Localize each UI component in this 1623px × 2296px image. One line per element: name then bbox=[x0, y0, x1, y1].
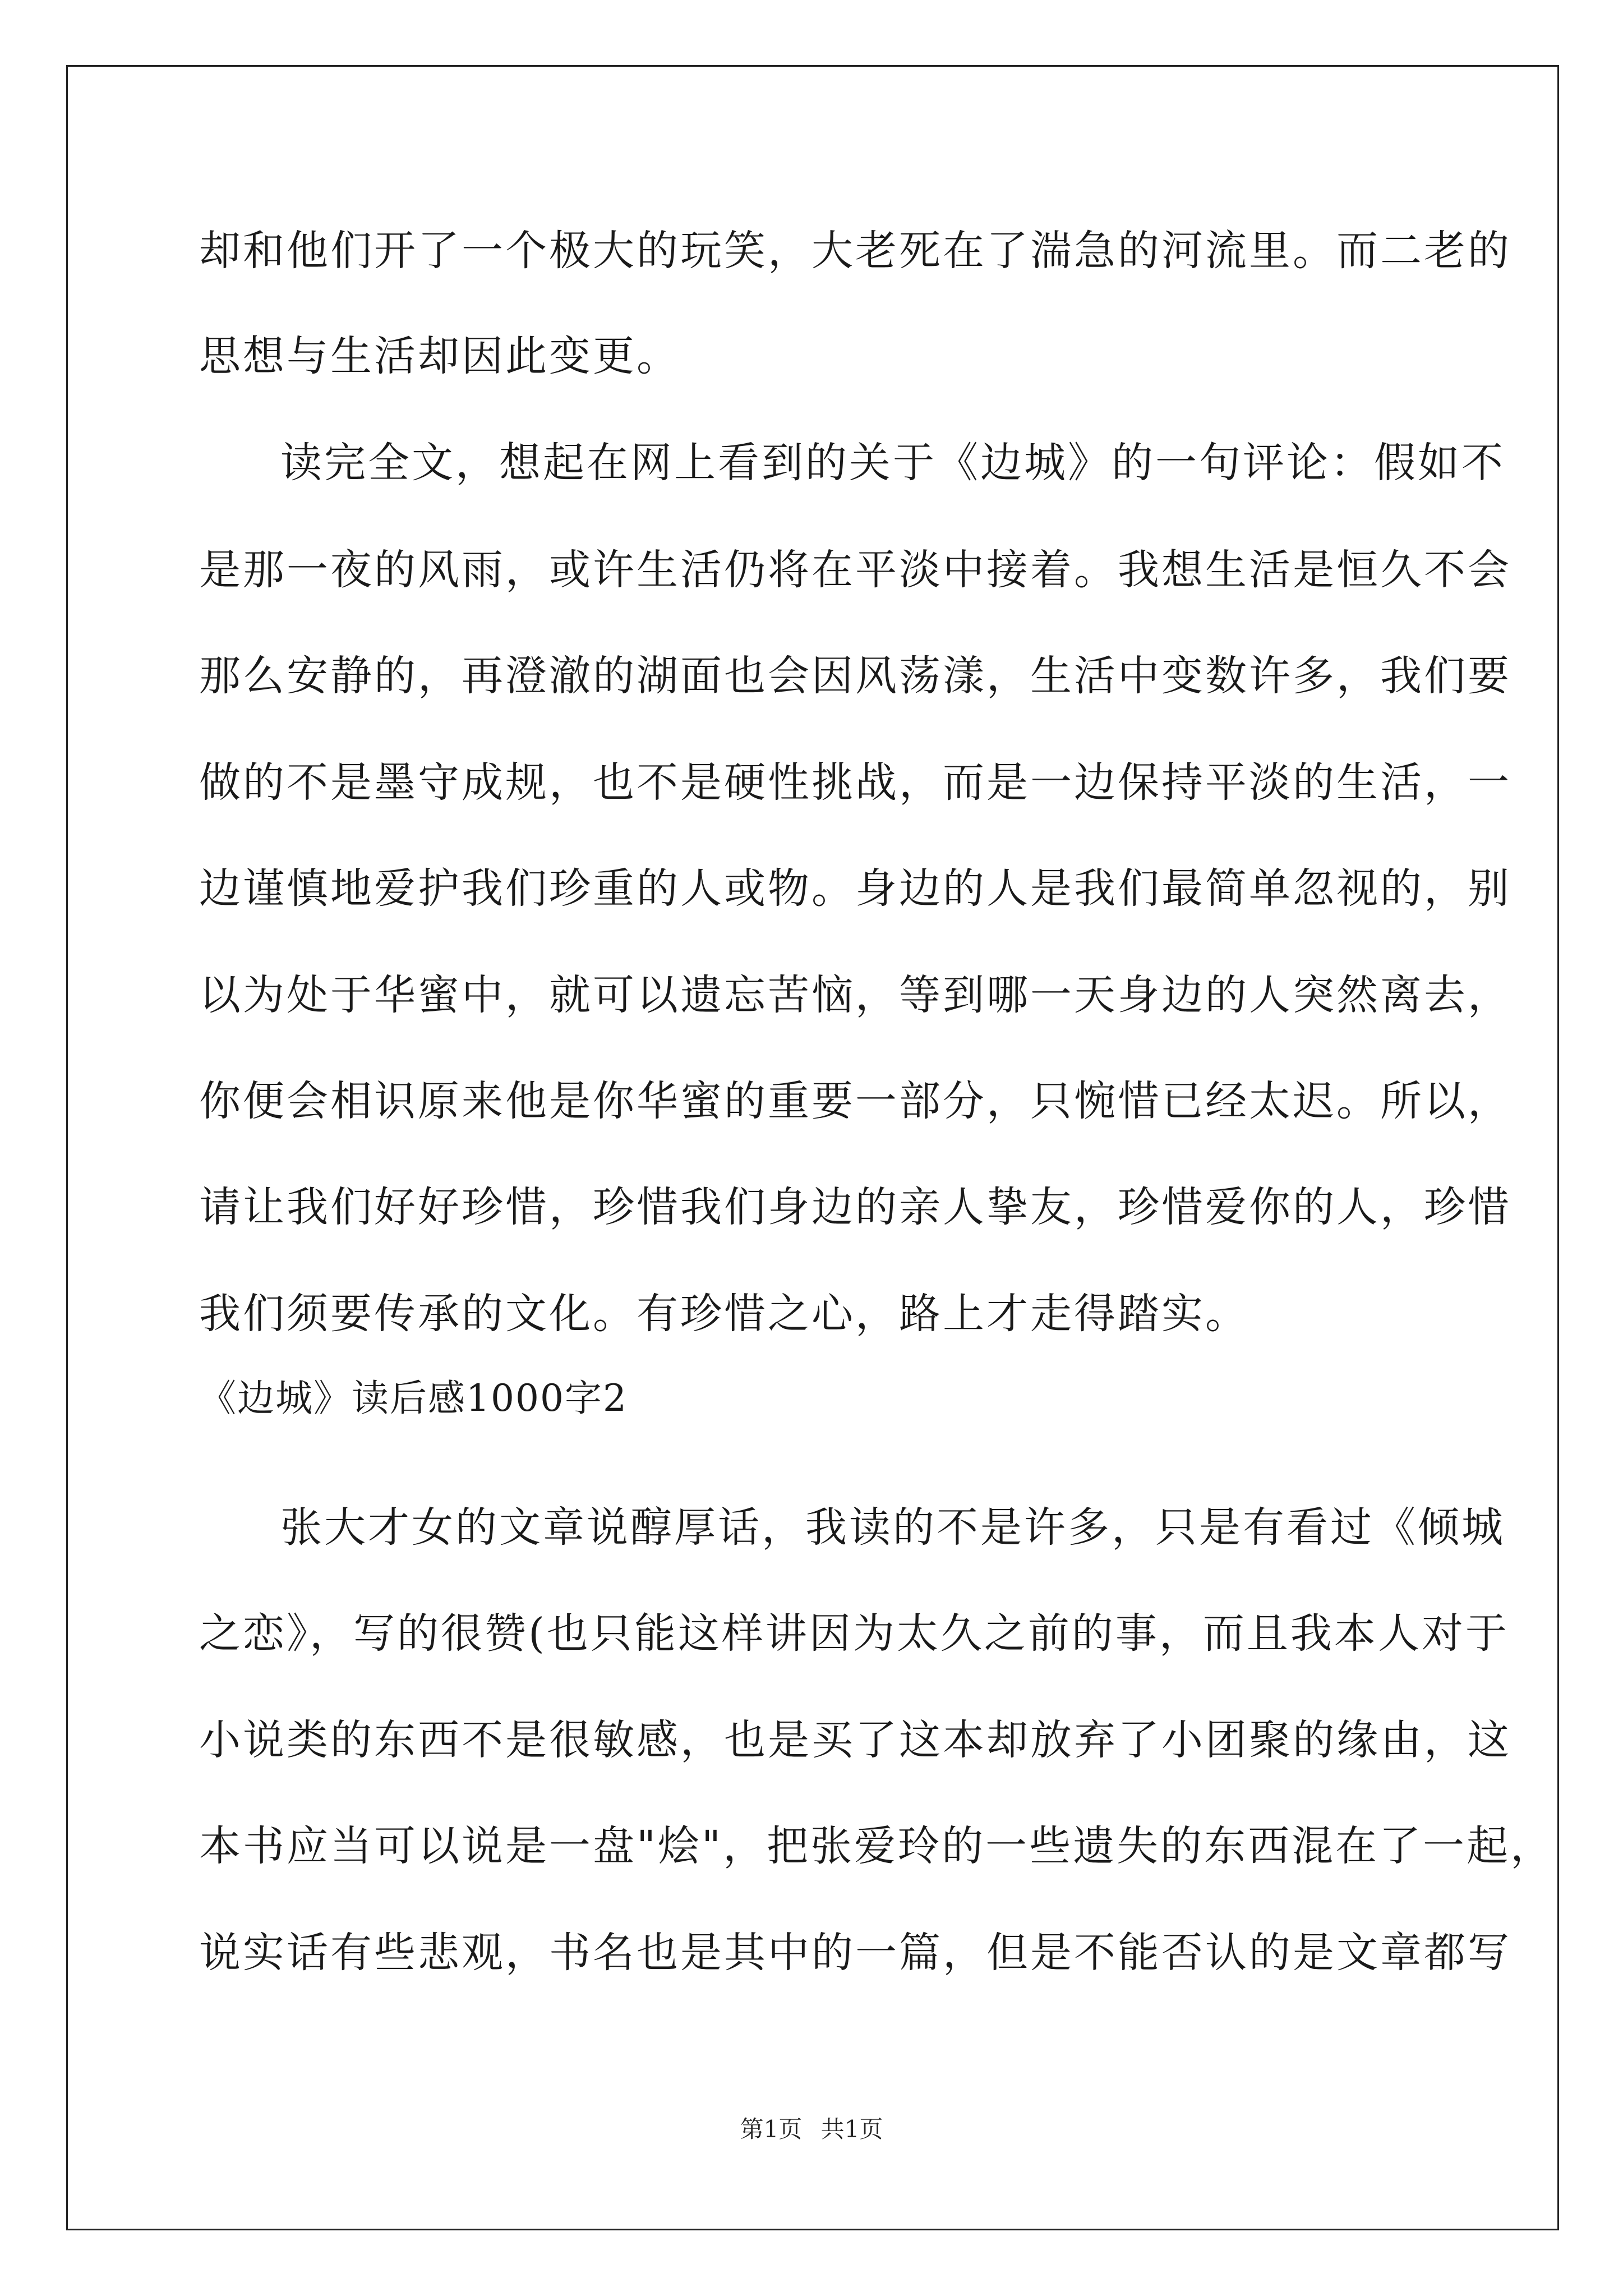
text-line: 边谨慎地爱护我们珍重的人或物。身边的人是我们最简单忽视的，别 bbox=[199, 864, 1511, 913]
text-line: 小说类的东西不是很敏感，也是买了这本却放弃了小团聚的缘由，这 bbox=[199, 1716, 1511, 1764]
text-line: 以为处于华蜜中，就可以遗忘苦恼，等到哪一天身边的人突然离去， bbox=[199, 971, 1511, 1019]
text-line: 是那一夜的风雨，或许生活仍将在平淡中接着。我想生活是恒久不会 bbox=[199, 546, 1511, 594]
text-line: 思想与生活却因此变更。 bbox=[199, 332, 680, 380]
text-line: 之恋》，写的很赞(也只能这样讲因为太久之前的事，而且我本人对于 bbox=[199, 1609, 1509, 1658]
page-footer bbox=[0, 2115, 1623, 2143]
text-line: 你便会相识原来他是你华蜜的重要一部分，只惋惜已经太迟。所以， bbox=[199, 1077, 1511, 1125]
text-line: 那么安静的，再澄澈的湖面也会因风荡漾，生活中变数许多，我们要 bbox=[199, 652, 1511, 700]
text-line: 请让我们好好珍惜，珍惜我们身边的亲人挚友，珍惜爱你的人，珍惜 bbox=[199, 1183, 1511, 1231]
text-line: 我们须要传承的文化。有珍惜之心，路上才走得踏实。 bbox=[199, 1290, 1249, 1338]
page-border bbox=[66, 65, 1559, 2230]
text-line: 读完全文，想起在网上看到的关于《边城》的一句评论：假如不 bbox=[280, 439, 1505, 487]
text-line: 却和他们开了一个极大的玩笑，大老死在了湍急的河流里。而二老的 bbox=[199, 227, 1511, 275]
section-heading: 《边城》读后感1000字2 bbox=[199, 1377, 628, 1420]
text-line: 说实话有些悲观，书名也是其中的一篇，但是不能否认的是文章都写 bbox=[199, 1929, 1511, 1977]
text-line: 张大才女的文章说醇厚话，我读的不是许多，只是有看过《倾城 bbox=[280, 1503, 1505, 1552]
text-line: 做的不是墨守成规，也不是硬性挑战，而是一边保持平淡的生活，一 bbox=[199, 758, 1511, 807]
text-line: 本书应当可以说是一盘"烩"，把张爱玲的一些遗失的东西混在了一起， bbox=[199, 1822, 1555, 1870]
page-number: 第1页 bbox=[740, 2115, 803, 2143]
page-total: 共1页 bbox=[820, 2115, 883, 2143]
